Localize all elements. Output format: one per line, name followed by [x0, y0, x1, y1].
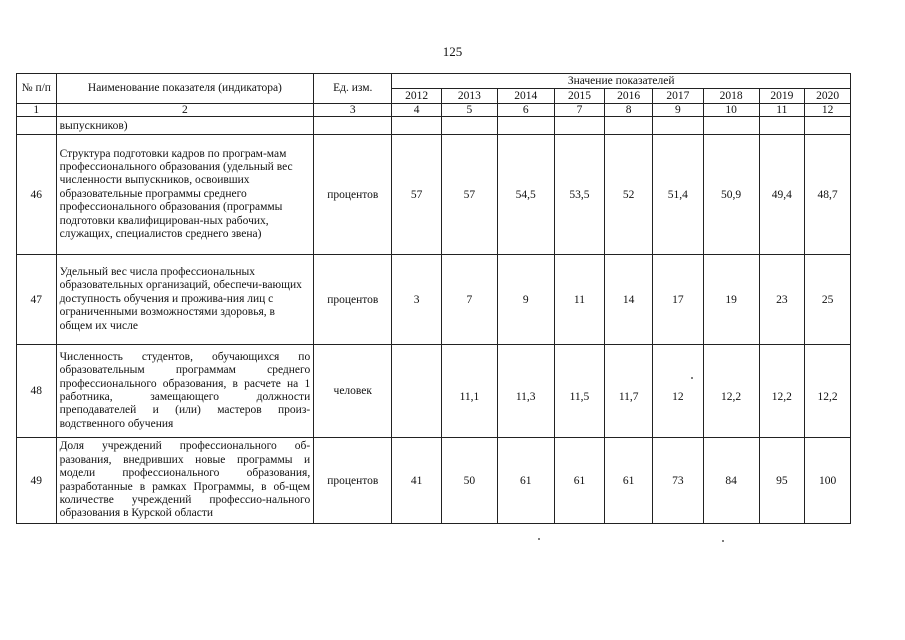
column-number: 11: [759, 104, 805, 117]
header-year: 2020: [805, 89, 851, 104]
column-number: 10: [703, 104, 759, 117]
row-number: 46: [17, 135, 57, 255]
indicators-table: [16, 73, 851, 524]
value-cell: 53,5: [554, 135, 605, 255]
scan-speck: [538, 538, 540, 540]
continuation-row: [17, 117, 851, 135]
value-cell: 11,5: [554, 345, 605, 438]
header-year: 2019: [759, 89, 805, 104]
header-year: 2014: [497, 89, 554, 104]
table-row: [17, 255, 851, 345]
column-number: 3: [314, 104, 392, 117]
value-cell: 12,2: [759, 345, 805, 438]
value-cell: [392, 345, 442, 438]
indicator-name: Численность студентов, обучающихся по образовательным программам среднего профессионального образования, в расчете на 1 работника, замещающего должности преподавателей и (или) мастеров произ-водственного обучения: [56, 345, 314, 438]
column-number: 9: [653, 104, 704, 117]
indicator-name: Структура подготовки кадров по програм-мам профессионального образования (удельный вес численности выпускников, освоивших образовательные программы среднего профессионального образования (программы подготовки квалифицирован-ных рабочих, служащих, специалистов среднего звена): [56, 135, 314, 255]
value-cell: 11: [554, 255, 605, 345]
value-cell: 57: [442, 135, 498, 255]
value-cell: 12,2: [805, 345, 851, 438]
value-cell: 54,5: [497, 135, 554, 255]
value-cell: 61: [554, 438, 605, 524]
column-number: 7: [554, 104, 605, 117]
row-number: 49: [17, 438, 57, 524]
header-year: 2015: [554, 89, 605, 104]
unit-cell: человек: [314, 345, 392, 438]
header-num: № п/п: [17, 74, 57, 104]
value-cell: 61: [605, 438, 653, 524]
scan-speck: [691, 377, 693, 379]
row-number: 48: [17, 345, 57, 438]
column-number: 6: [497, 104, 554, 117]
column-number: 8: [605, 104, 653, 117]
value-cell: 25: [805, 255, 851, 345]
value-cell: 57: [392, 135, 442, 255]
column-number: 5: [442, 104, 498, 117]
value-cell: 9: [497, 255, 554, 345]
value-cell: 48,7: [805, 135, 851, 255]
continuation-text: выпускников): [56, 117, 314, 135]
value-cell: 7: [442, 255, 498, 345]
value-cell: 84: [703, 438, 759, 524]
unit-cell: процентов: [314, 438, 392, 524]
value-cell: 14: [605, 255, 653, 345]
value-cell: 95: [759, 438, 805, 524]
value-cell: 41: [392, 438, 442, 524]
header-year: 2012: [392, 89, 442, 104]
value-cell: 61: [497, 438, 554, 524]
scan-speck: [722, 540, 724, 542]
value-cell: 11,1: [442, 345, 498, 438]
header-year: 2013: [442, 89, 498, 104]
page-number: 125: [442, 44, 463, 59]
header-name: Наименование показателя (индикатора): [56, 74, 314, 104]
value-cell: 23: [759, 255, 805, 345]
header-unit: Ед. изм.: [314, 74, 392, 104]
value-cell: 49,4: [759, 135, 805, 255]
cont-unit-cell: [314, 117, 392, 135]
value-cell: 52: [605, 135, 653, 255]
value-cell: 19: [703, 255, 759, 345]
value-cell: 12: [653, 345, 704, 438]
header-year: 2017: [653, 89, 704, 104]
value-cell: 50,9: [703, 135, 759, 255]
unit-cell: процентов: [314, 255, 392, 345]
row-number: 47: [17, 255, 57, 345]
table-row: [17, 438, 851, 524]
header-year: 2016: [605, 89, 653, 104]
unit-cell: процентов: [314, 135, 392, 255]
value-cell: 100: [805, 438, 851, 524]
value-cell: 12,2: [703, 345, 759, 438]
value-cell: 11,3: [497, 345, 554, 438]
value-cell: 3: [392, 255, 442, 345]
column-number: 2: [56, 104, 314, 117]
header-values: Значение показателей: [392, 74, 851, 89]
column-number: 4: [392, 104, 442, 117]
value-cell: 50: [442, 438, 498, 524]
value-cell: 51,4: [653, 135, 704, 255]
indicator-name: Удельный вес числа профессиональных образовательных организаций, обеспечи-вающих доступность обучения и прожива-ния лиц с ограниченными возможностями здоровья, в общем их числе: [56, 255, 314, 345]
header-year: 2018: [703, 89, 759, 104]
column-number: 1: [17, 104, 57, 117]
value-cell: 73: [653, 438, 704, 524]
table-row: [17, 135, 851, 255]
cont-num-cell: [17, 117, 57, 135]
column-number: 12: [805, 104, 851, 117]
value-cell: 11,7: [605, 345, 653, 438]
table-row: [17, 345, 851, 438]
value-cell: 17: [653, 255, 704, 345]
indicator-name: Доля учреждений профессионального об-разования, внедривших новые программы и модели профессионального образования, разработанные в рамках Программы, в об-щем количестве учреждений профессио-нального образования в Курской области: [56, 438, 314, 524]
